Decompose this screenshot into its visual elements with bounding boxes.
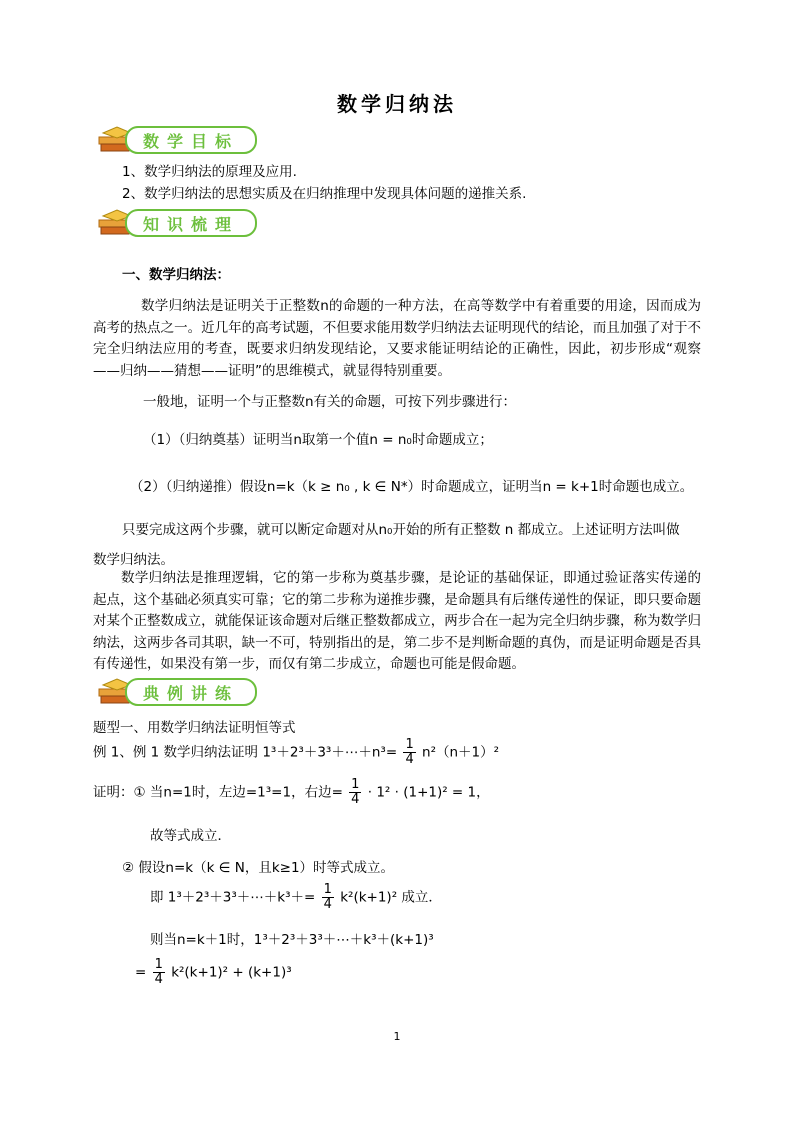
fraction-numerator: 1 xyxy=(405,737,414,752)
fraction-denominator: 4 xyxy=(405,752,414,767)
banner-examples xyxy=(95,672,260,706)
reasoning-paragraph: 数学归纳法是推理逻辑，它的第一步称为奠基步骤，是论证的基础保证，即通过验证落实传递的起点，这个基础必须真实可靠；它的第二步称为递推步骤，是命题具有后继传递性的保证，即只要命题对某个正整数成立，就能保证该命题对后继正整数都成立，两步合在一起为完全归纳步骤，称为数学归纳法，这两步各司其职，缺一不可，特别指出的是，第二步不是判断命题的真伪，而是证明命题是否具有传递性，如果没有第一步，而仅有第二步成立，命题也可能是假命题。 xyxy=(93,570,701,672)
example-1 xyxy=(93,738,499,767)
goal-item-1: 1、数学归纳法的原理及应用. xyxy=(122,164,297,180)
proof-suffix: · 1² · (1+1)² = 1， xyxy=(367,784,490,801)
page-title: 数学归纳法 xyxy=(337,92,457,116)
example-prefix: 例 1、例 1 数学归纳法证明 1³＋2³＋3³＋⋯＋n³= xyxy=(93,744,398,761)
banner-label: 典例讲练 xyxy=(143,684,240,703)
fraction xyxy=(153,958,165,987)
conclusion-line-1: 只要完成这两个步骤，就可以断定命题对从n₀开始的所有正整数 n 都成立。上述证明方法叫做 xyxy=(122,522,680,538)
fraction-denominator: 4 xyxy=(154,972,163,987)
banner-goals xyxy=(95,120,260,154)
fraction-denominator: 4 xyxy=(351,792,360,807)
conclusion-line-2: 数学归纳法。 xyxy=(93,552,174,568)
proof-line-4 xyxy=(150,883,442,912)
example-suffix: n²（n＋1）² xyxy=(422,744,500,761)
banner-label: 知识梳理 xyxy=(143,215,240,234)
fraction-numerator: 1 xyxy=(323,882,332,897)
proof-line-5: 则当n=k＋1时，1³＋2³＋3³＋⋯＋k³＋(k+1)³ xyxy=(150,932,434,948)
section-heading: 一、数学归纳法： xyxy=(122,267,230,283)
proof-suffix: k²(k+1)² 成立． xyxy=(340,889,442,906)
proof-line-6 xyxy=(135,958,292,987)
banner-knowledge xyxy=(95,203,260,237)
general-line: 一般地，证明一个与正整数n有关的命题，可按下列步骤进行： xyxy=(143,394,517,410)
fraction-numerator: 1 xyxy=(351,777,360,792)
fraction-denominator: 4 xyxy=(323,897,332,912)
banner-label: 数学目标 xyxy=(143,132,240,151)
proof-line-3: ② 假设n=k（k ∈ N，且k≥1）时等式成立。 xyxy=(122,860,395,876)
proof-prefix: 即 1³＋2³＋3³＋⋯＋k³＋= xyxy=(150,889,316,906)
proof-line-2: 故等式成立． xyxy=(150,828,231,844)
fraction xyxy=(403,738,415,767)
type-heading: 题型一、用数学归纳法证明恒等式 xyxy=(93,720,296,736)
step-2: （2）（归纳递推）假设n=k（k ≥ n₀ , k ∈ N*）时命题成立，证明当n = k+1时命题也成立。 xyxy=(130,479,694,495)
intro-paragraph: 数学归纳法是证明关于正整数n的命题的一种方法，在高等数学中有着重要的用途，因而成为高考的热点之一。近几年的高考试题，不但要求能用数学归纳法去证明现代的结论，而且加强了对于不完全归纳法应用的考查，既要求归纳发现结论，又要求能证明结论的正确性，因此，初步形成“观察——归纳——猜想——证明”的思维模式，就显得特别重要。 xyxy=(93,298,701,379)
proof-line-1 xyxy=(93,778,490,807)
proof-prefix: 证明：① 当n=1时，左边=1³=1，右边= xyxy=(93,784,343,801)
goal-item-2: 2、数学归纳法的思想实质及在归纳推理中发现具体问题的递推关系. xyxy=(122,186,527,202)
page-number: 1 xyxy=(393,1030,401,1043)
fraction xyxy=(349,778,361,807)
fraction xyxy=(322,883,334,912)
step-1: （1）（归纳奠基）证明当n取第一个值n = n₀时命题成立； xyxy=(143,432,493,448)
proof-suffix: k²(k+1)² + (k+1)³ xyxy=(171,964,292,981)
proof-prefix: = xyxy=(135,964,147,981)
fraction-numerator: 1 xyxy=(154,957,163,972)
